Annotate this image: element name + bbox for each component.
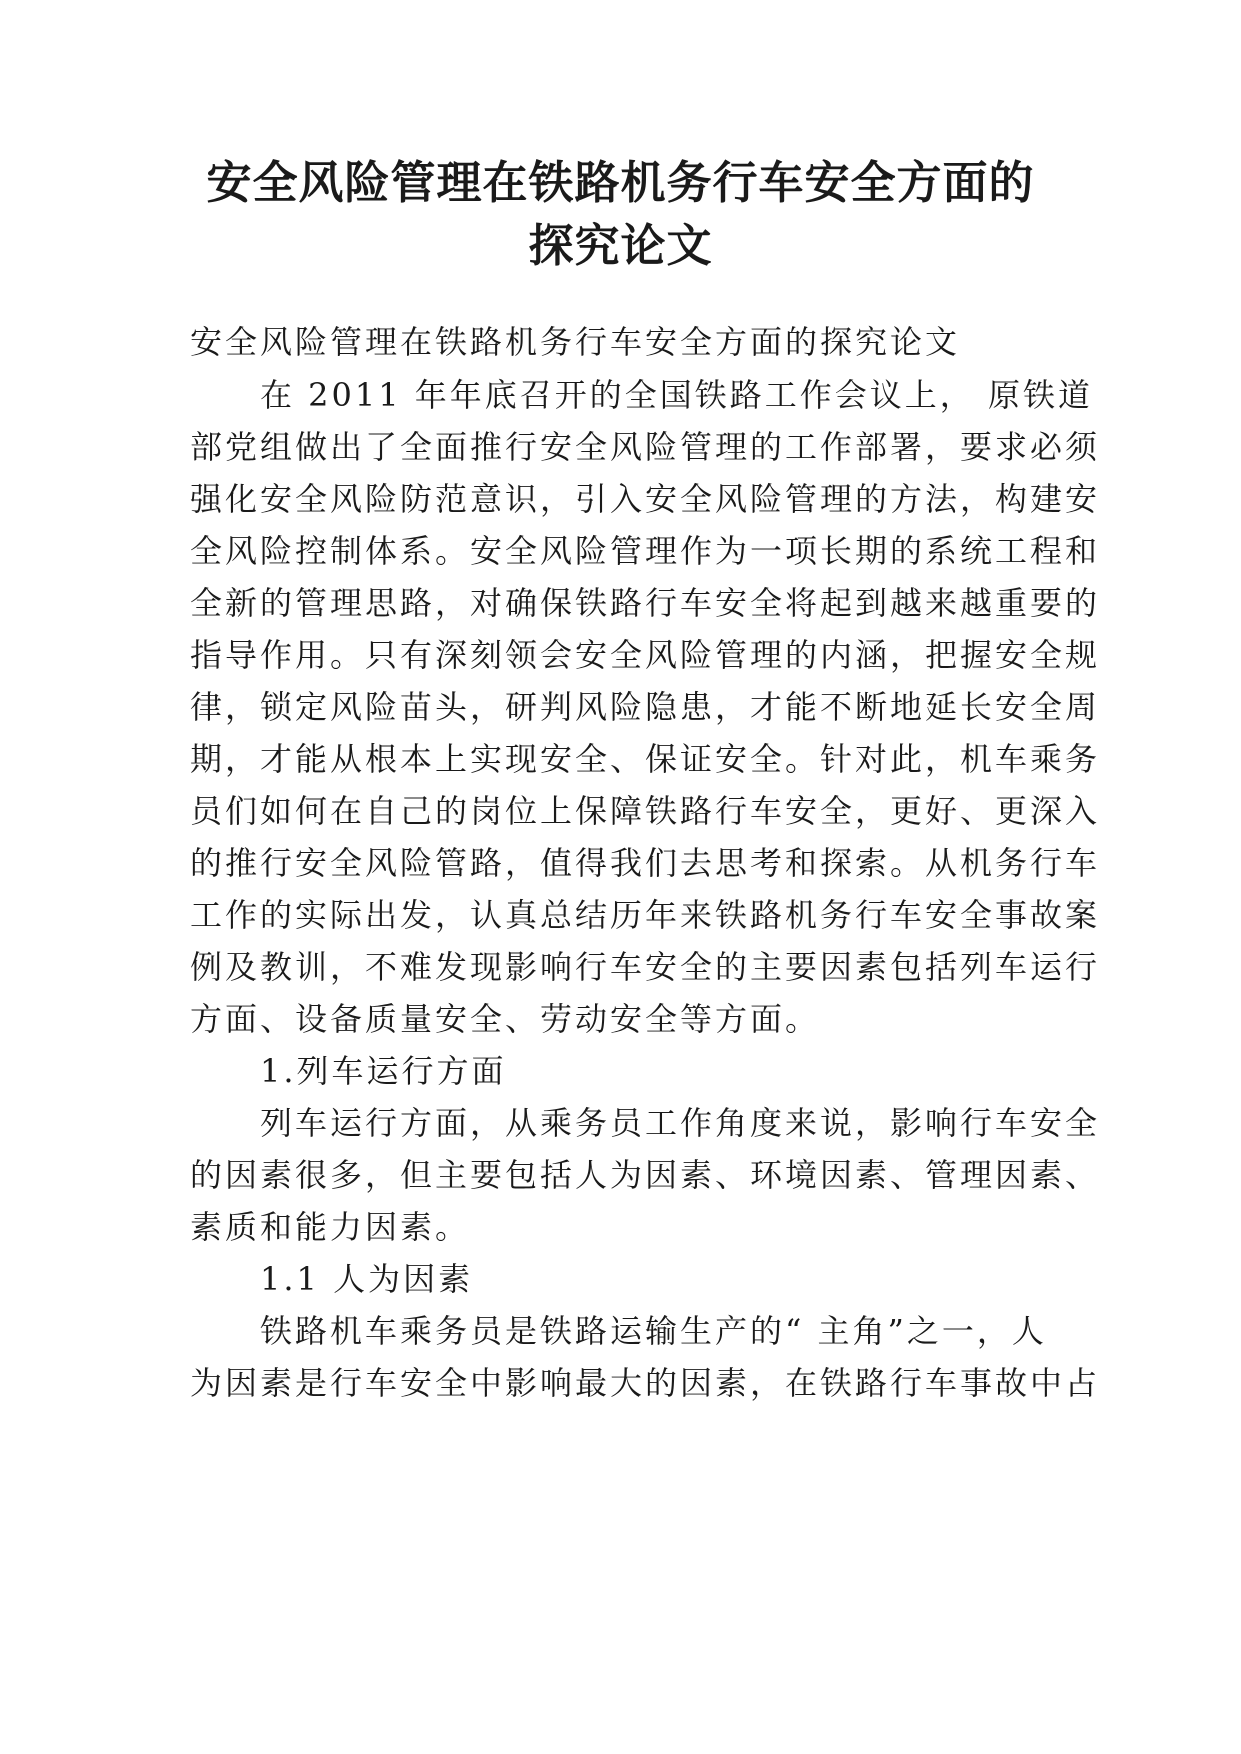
paragraph-line: 的因素很多，但主要包括人为因素、环境因素、管理因素、 [190,1156,1101,1194]
paragraph-line: 全风险控制体系。安全风险管理作为一项长期的系统工程和 [190,532,1101,570]
paragraph-line: 强化安全风险防范意识，引入安全风险管理的方法，构建安 [190,480,1101,518]
paragraph-line: 工作的实际出发，认真总结历年来铁路机务行车安全事故案 [190,896,1101,934]
paragraph-line: 素质和能力因素。 [190,1208,471,1246]
paragraph-line: 列车运行方面，从乘务员工作角度来说，影响行车安全 [190,1104,1101,1142]
paragraph-line: 方面、设备质量安全、劳动安全等方面。 [190,1000,821,1038]
paragraph-line: 例及教训，不难发现影响行车安全的主要因素包括列车运行 [190,948,1101,986]
document-title-line-2: 探究论文 [528,219,713,272]
paragraph-line: 律，锁定风险苗头，研判风险隐患，才能不断地延长安全周 [190,688,1101,726]
document-title-line-1: 安全风险管理在铁路机务行车安全方面的 [206,156,1035,209]
paragraph-line: 为因素是行车安全中影响最大的因素，在铁路行车事故中占 [190,1364,1101,1402]
paragraph-line: 指导作用。只有深刻领会安全风险管理的内涵，把握安全规 [190,636,1101,674]
paragraph-line: 在 2011 年年底召开的全国铁路工作会议上， 原铁道 [190,376,1093,414]
paragraph-line: 全新的管理思路，对确保铁路行车安全将起到越来越重要的 [190,584,1101,622]
paragraph-line: 期，才能从根本上实现安全、保证安全。针对此，机车乘务 [190,740,1101,778]
paragraph-line: 的推行安全风险管路，值得我们去思考和探索。从机务行车 [190,844,1101,882]
subsection-heading: 1.1 人为因素 [190,1260,474,1298]
paragraph-line: 员们如何在自己的岗位上保障铁路行车安全，更好、更深入 [190,792,1101,830]
section-heading: 1.列车运行方面 [190,1052,507,1090]
paragraph-line: 部党组做出了全面推行安全风险管理的工作部署，要求必须 [190,428,1101,466]
paragraph-line: 铁路机车乘务员是铁路运输生产的“ 主角”之一，人 [190,1312,1047,1350]
subtitle-line: 安全风险管理在铁路机务行车安全方面的探究论文 [190,323,961,361]
